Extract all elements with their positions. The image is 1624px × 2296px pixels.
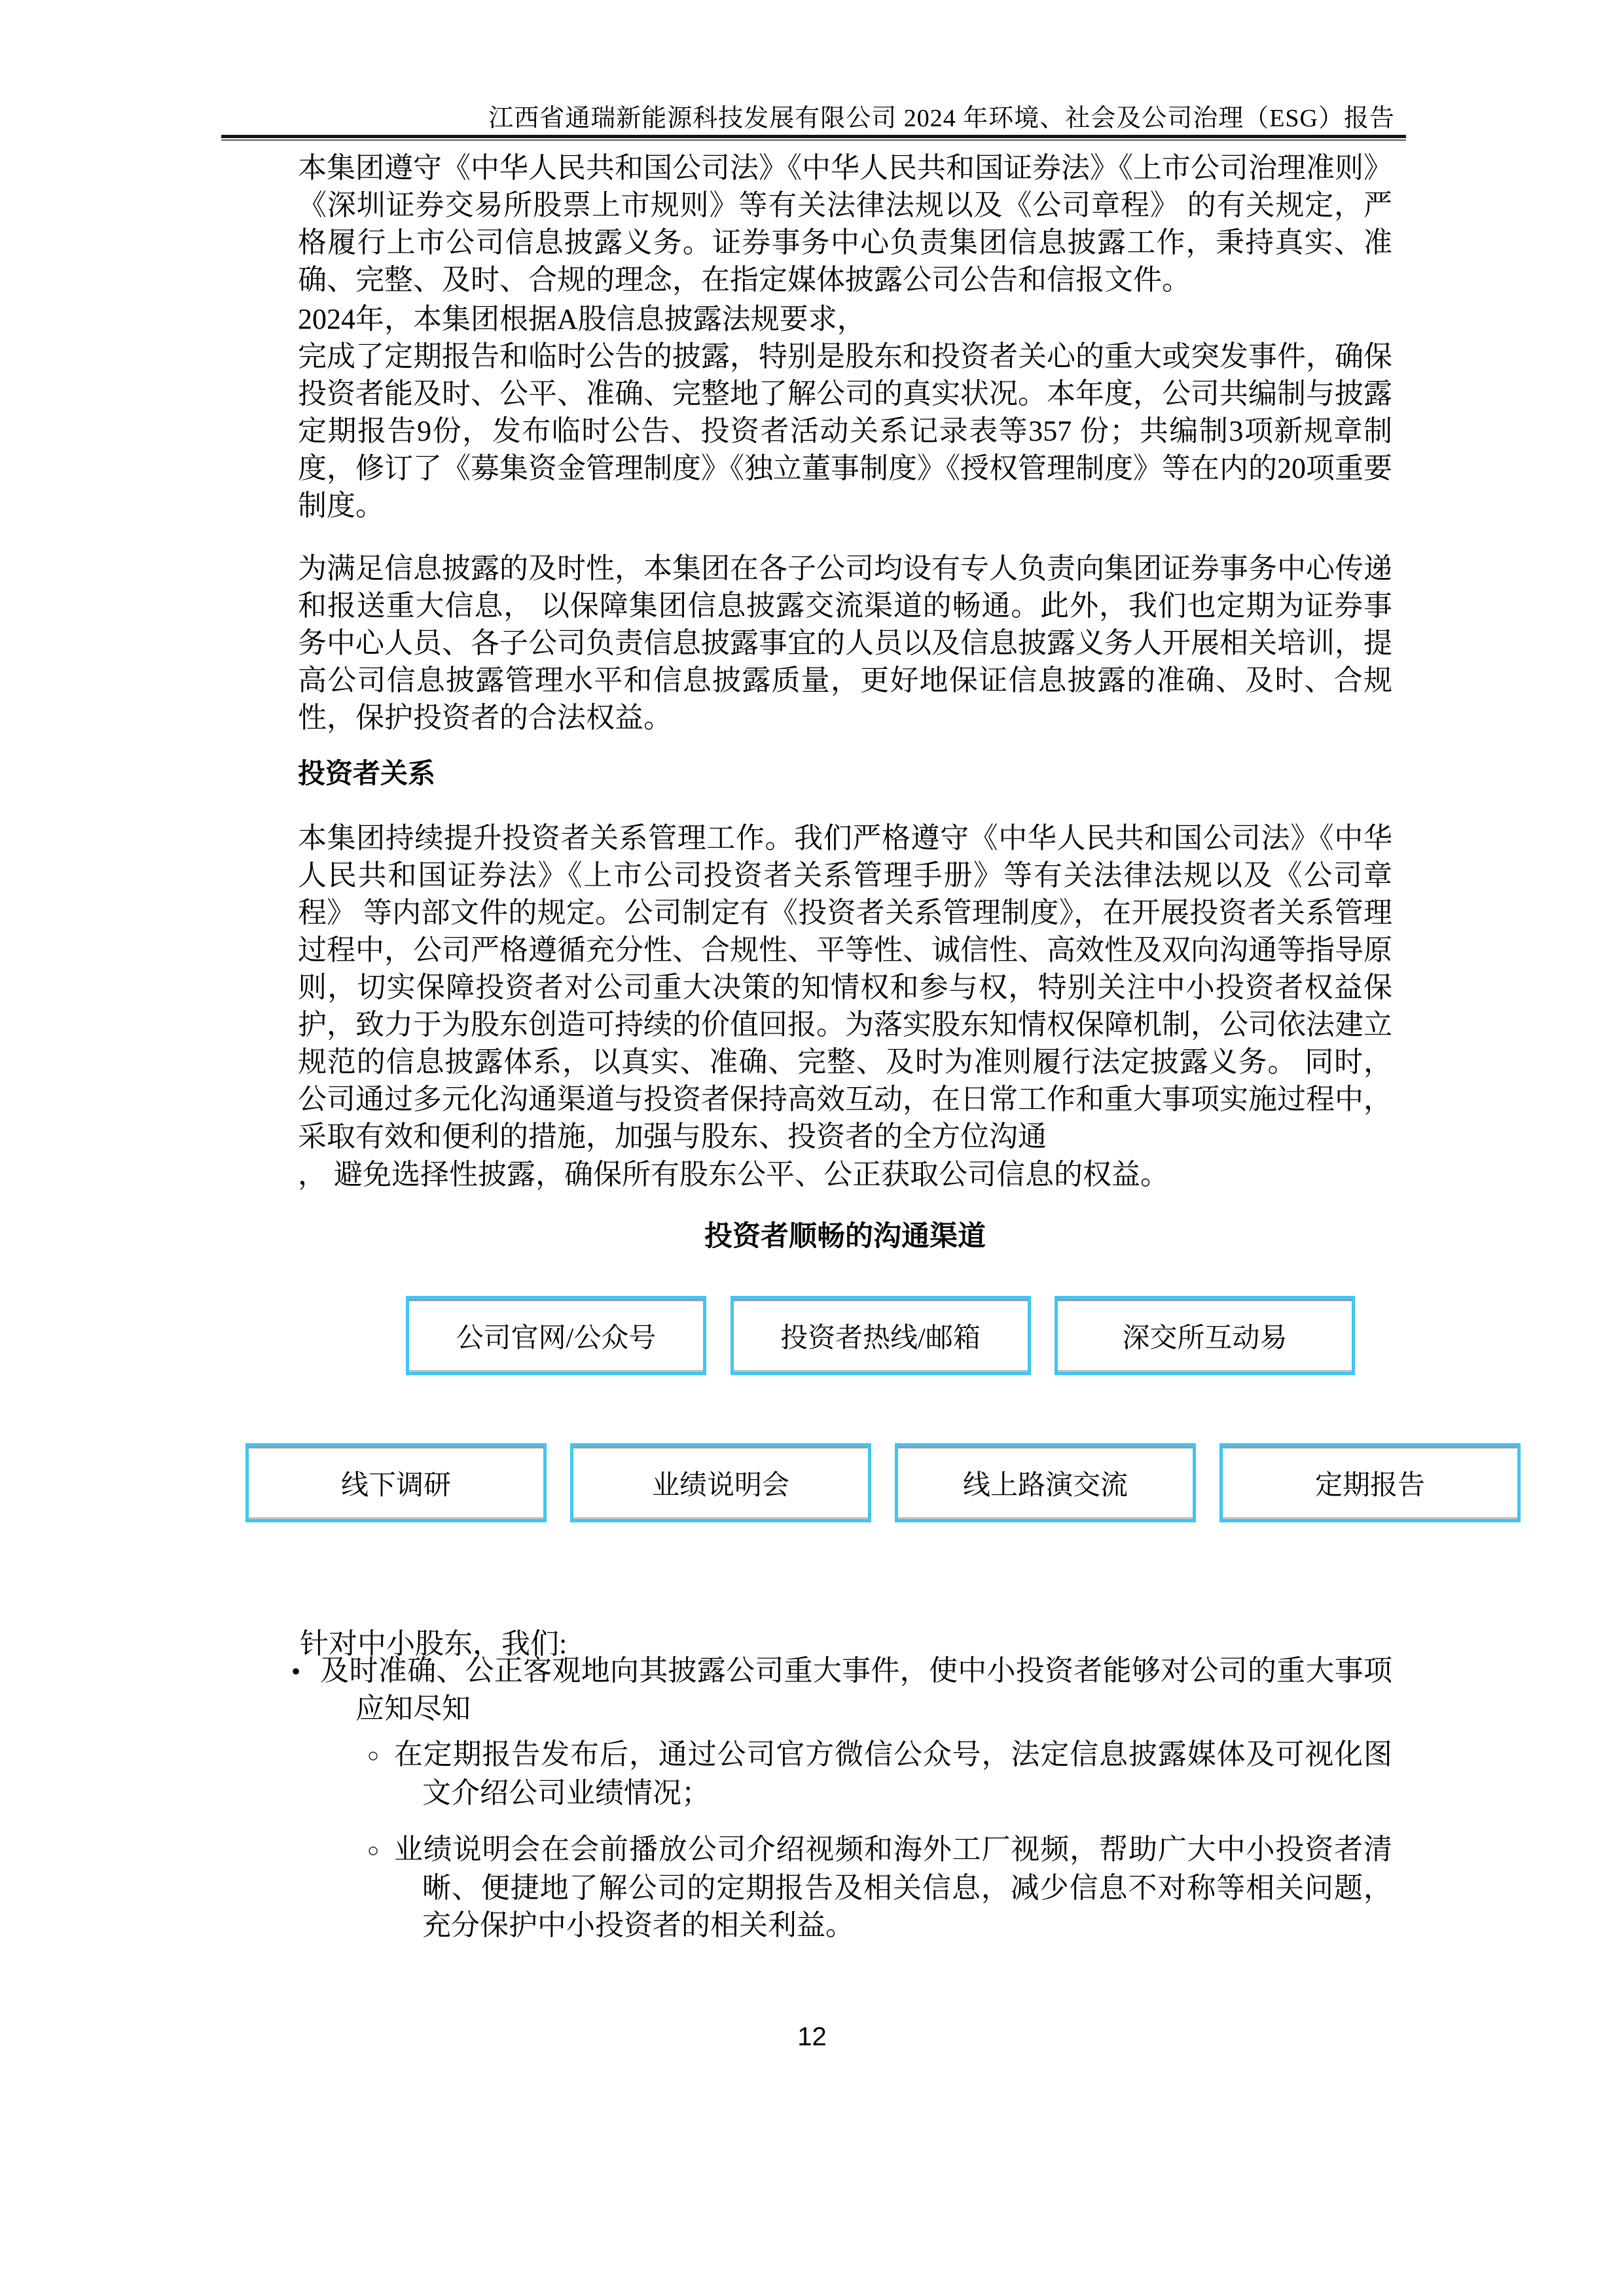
- header-rule: [221, 135, 1406, 141]
- sub-bullet-wechat-disclosure: [298, 1736, 1392, 1812]
- channel-box-periodic-reports: [1219, 1443, 1521, 1522]
- channels-row-2: [245, 1443, 1521, 1522]
- channel-box-label: 投资者热线/邮箱: [780, 1323, 981, 1354]
- minority-shareholders-intro: 针对中小股东，我们:: [300, 1628, 568, 1660]
- circle-bullet-icon: ○: [367, 1840, 380, 1861]
- page-number: 12: [797, 2022, 827, 2051]
- channel-box-label: 深交所互动易: [1122, 1323, 1288, 1354]
- channels-diagram-title: 投资者顺畅的沟通渠道: [704, 1221, 986, 1252]
- channel-box-online-roadshow: [895, 1443, 1196, 1522]
- channel-box-label: 线下调研: [340, 1470, 451, 1501]
- channel-box-official-website: [406, 1296, 706, 1375]
- channel-box-offline-research: [245, 1443, 547, 1522]
- header-rule-thick-line: [221, 135, 1406, 138]
- sub-bullet-text: 业绩说明会在会前播放公司介绍视频和海外工厂视频，帮助广大中小投资者清晰、便捷地了解公司的定期报告及相关信息，减少信息不对称等相关问题，充分保护中小投资者的相关利益。: [393, 1833, 1392, 1941]
- bullet-item-disclosure-major-events: [291, 1652, 1392, 1727]
- sub-bullet-text: 在定期报告发布后，通过公司官方微信公众号，法定信息披露媒体及可视化图文介绍公司业绩情况；: [393, 1738, 1392, 1809]
- channels-row-1: [406, 1296, 1355, 1375]
- channel-box-label: 业绩说明会: [651, 1470, 789, 1501]
- channel-box-label: 线上路演交流: [962, 1470, 1128, 1501]
- channel-box-results-briefing: [570, 1443, 871, 1522]
- sub-bullet-results-briefing-videos: [298, 1831, 1392, 1944]
- bullet-text: 及时准确、公正客观地向其披露公司重大事件，使中小投资者能够对公司的重大事项应知尽知: [320, 1655, 1392, 1725]
- paragraph-investor-relations-continuation: ， 避免选择性披露，确保所有股东公平、公正获取公司信息的权益。: [298, 1158, 1169, 1191]
- channel-box-label: 定期报告: [1314, 1470, 1425, 1501]
- circle-bullet-icon: ○: [367, 1745, 380, 1767]
- bullet-dot-icon: •: [291, 1657, 301, 1686]
- section-heading-investor-relations: 投资者关系: [298, 759, 436, 789]
- paragraph-disclosure-timeliness: 为满足信息披露的及时性，本集团在各子公司均设有专人负责向集团证券事务中心传递和报送重大信息， 以保障集团信息披露交流渠道的畅通。此外，我们也定期为证券事务中心人员、各子公司负责信息披露事宜的人员以及信息披露义务人开展相关培训，提高公司信息披露管理水平和信息披露质量，更好地保证信息披露的准确、及时、合规性，保护投资者的合法权益。: [298, 552, 1392, 734]
- paragraph-disclosure-intro: 本集团遵守《中华人民共和国公司法》《中华人民共和国证券法》《上市公司治理准则》《深圳证券交易所股票上市规则》等有关法律法规以及《公司章程》 的有关规定，严格履行上市公司信息披露义务。证券事务中心负责集团信息披露工作，秉持真实、准确、完整、及时、合规的理念，在指定媒体披露公司公告和信报文件。: [298, 152, 1392, 296]
- paragraph-investor-relations: 本集团持续提升投资者关系管理工作。我们严格遵守《中华人民共和国公司法》《中华人民共和国证券法》《上市公司投资者关系管理手册》等有关法律法规以及《公司章程》 等内部文件的规定。公司制定有《投资者关系管理制度》，在开展投资者关系管理过程中，公司严格遵循充分性、合规性、平等性、诚信性、高效性及双向沟通等指导原则，切实保障投资者对公司重大决策的知情权和参与权，特别关注中小投资者权益保护，致力于为股东创造可持续的价值回报。为落实股东知情权保障机制，公司依法建立规范的信息披露体系，以真实、准确、完整、及时为准则履行法定披露义务。 同时，公司通过多元化沟通渠道与投资者保持高效互动，在日常工作和重大事项实施过程中，采取有效和便利的措施，加强与股东、投资者的全方位沟通: [298, 822, 1392, 1153]
- channel-box-label: 公司官网/公众号: [456, 1323, 657, 1354]
- channel-box-investor-hotline: [731, 1296, 1031, 1375]
- paragraph-disclosure-2024-line: 2024年，本集团根据A股信息披露法规要求，: [298, 303, 866, 335]
- header-rule-thin-line: [221, 139, 1406, 141]
- page-header-title: 江西省通瑞新能源科技发展有限公司 2024 年环境、社会及公司治理（ESG）报告: [488, 105, 1395, 132]
- channel-box-szse-interactive: [1055, 1296, 1355, 1375]
- paragraph-disclosure-rest: 完成了定期报告和临时公告的披露，特别是股东和投资者关心的重大或突发事件，确保投资者能及时、公平、准确、完整地了解公司的真实状况。本年度，公司共编制与披露定期报告9份，发布临时公告、投资者活动关系记录表等357 份；共编制3项新规章制度，修订了《募集资金管理制度》《独立董事制度》《授权管理制度》等在内的20项重要制度。: [298, 340, 1392, 522]
